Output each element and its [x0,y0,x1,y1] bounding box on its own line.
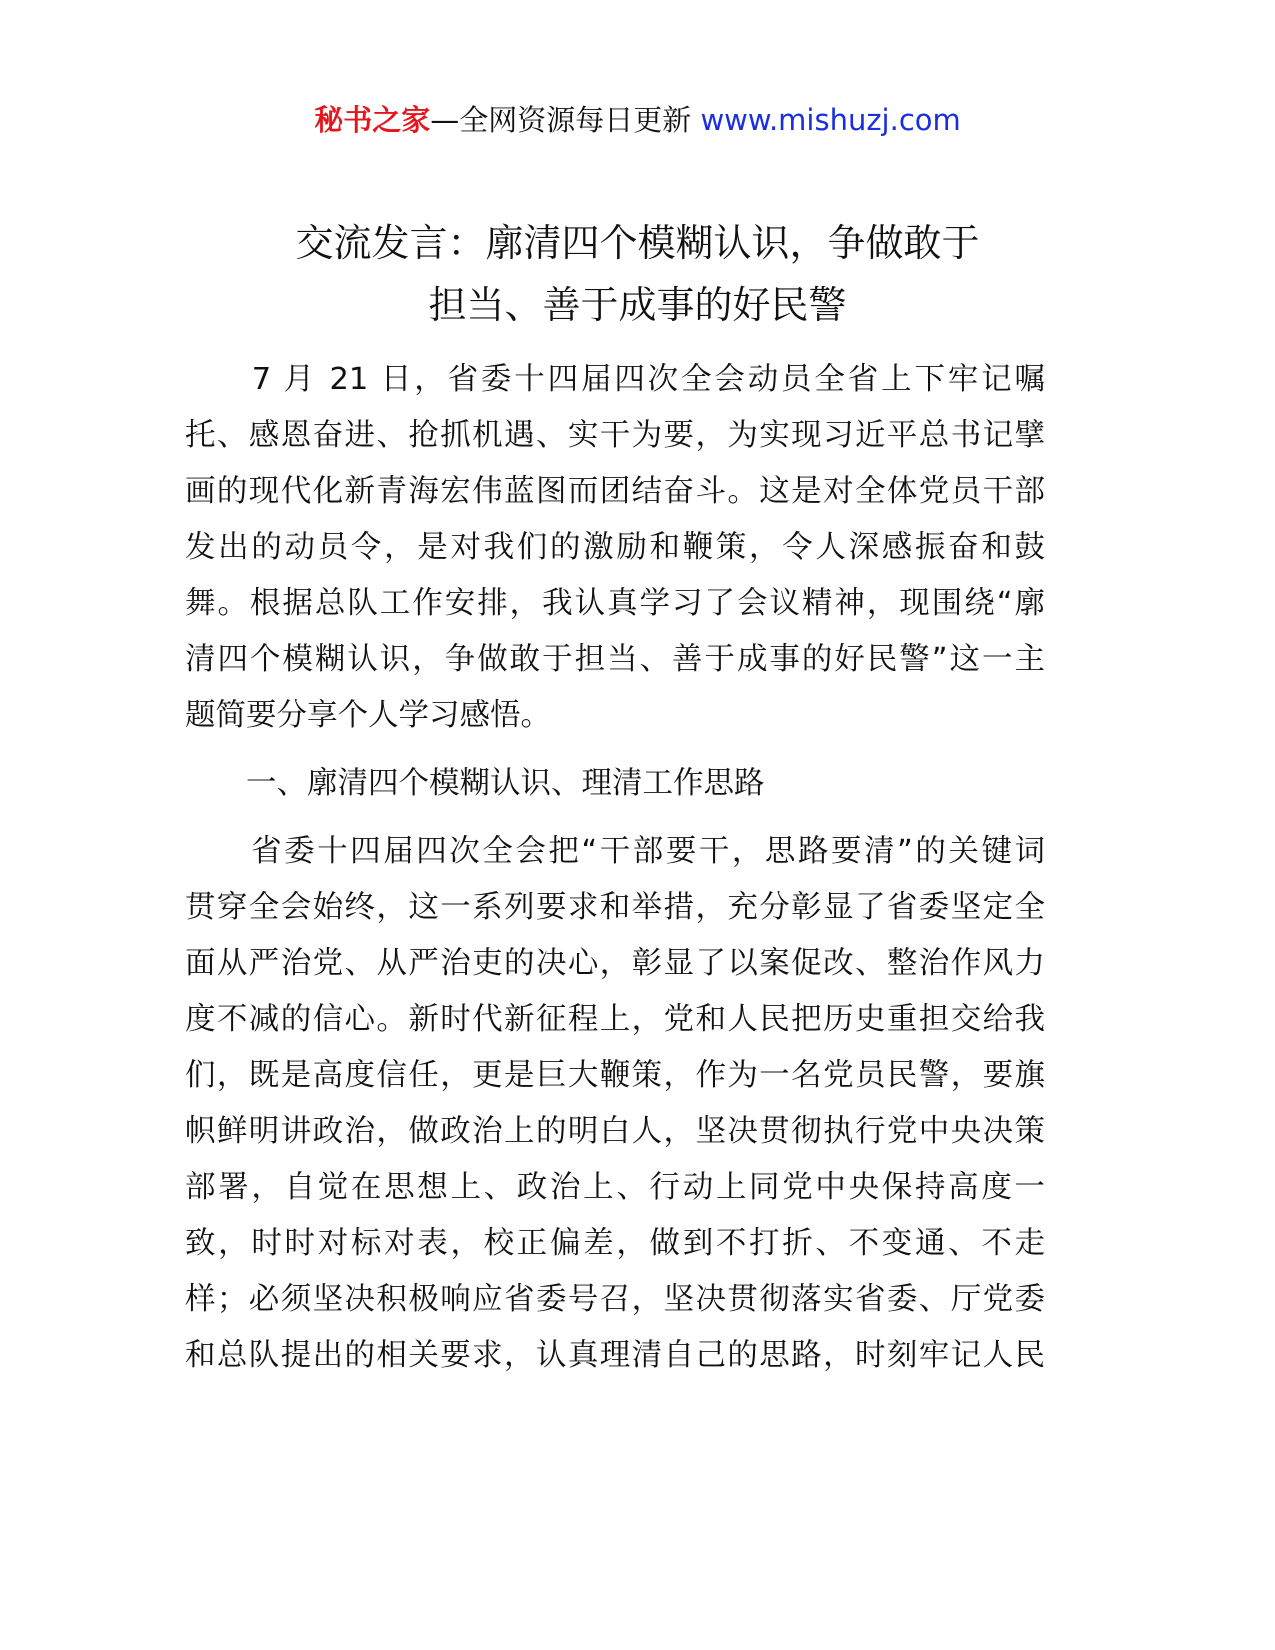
text-line: 托、感恩奋进、抢抓机遇、实干为要，为实现习近平总书记擘 [185,418,1045,453]
paragraph-section-1 [185,824,1045,1384]
title-line-1: 交流发言：廓清四个模糊认识，争做敢于 [295,221,980,265]
title-line-2: 担当、善于成事的好民警 [428,283,847,327]
text-line: 发出的动员令，是对我们的激励和鞭策，令人深感振奋和鼓 [185,530,1045,565]
text-line: 面从严治党、从严治吏的决心，彰显了以案促改、整治作风力 [185,946,1045,981]
text-line: 题简要分享个人学习感悟。 [185,698,551,733]
text-line: 舞。根据总队工作安排，我认真学习了会议精神，现围绕“廓 [185,586,1045,621]
text-line: 和总队提出的相关要求，认真理清自己的思路，时刻牢记人民 [185,1338,1045,1373]
text-line: 清四个模糊认识，争做敢于担当、善于成事的好民警”这一主 [185,642,1045,677]
text-line: 贯穿全会始终，这一系列要求和举措，充分彰显了省委坚定全 [185,890,1045,925]
header-tagline: —全网资源每日更新 [430,103,692,137]
text-line: 样；必须坚决积极响应省委号召，坚决贯彻落实省委、厅党委 [185,1282,1045,1317]
document-body [185,352,1045,1384]
text-line: 度不减的信心。新时代新征程上，党和人民把历史重担交给我 [185,1002,1045,1037]
text-line: 画的现代化新青海宏伟蓝图而团结奋斗。这是对全体党员干部 [185,474,1045,509]
site-url-link[interactable]: www.mishuzj.com [700,103,961,137]
text-line: 7 月 21 日，省委十四届四次全会动员全省上下牢记嘱 [185,362,1045,397]
document-title [150,212,1125,336]
text-line: 省委十四届四次全会把“干部要干，思路要清”的关键词 [185,834,1045,869]
text-line: 致，时时对标对表，校正偏差，做到不打折、不变通、不走 [185,1226,1045,1261]
section-heading: 一、廓清四个模糊认识、理清工作思路 [185,766,765,801]
text-line: 部署，自觉在思想上、政治上、行动上同党中央保持高度一 [185,1170,1045,1205]
paragraph-intro [185,352,1045,744]
text-line: 们，既是高度信任，更是巨大鞭策，作为一名党员民警，要旗 [185,1058,1045,1093]
site-header [0,98,1275,142]
brand-name: 秘书之家 [314,103,431,137]
text-line: 帜鲜明讲政治，做政治上的明白人，坚决贯彻执行党中央决策 [185,1114,1045,1149]
